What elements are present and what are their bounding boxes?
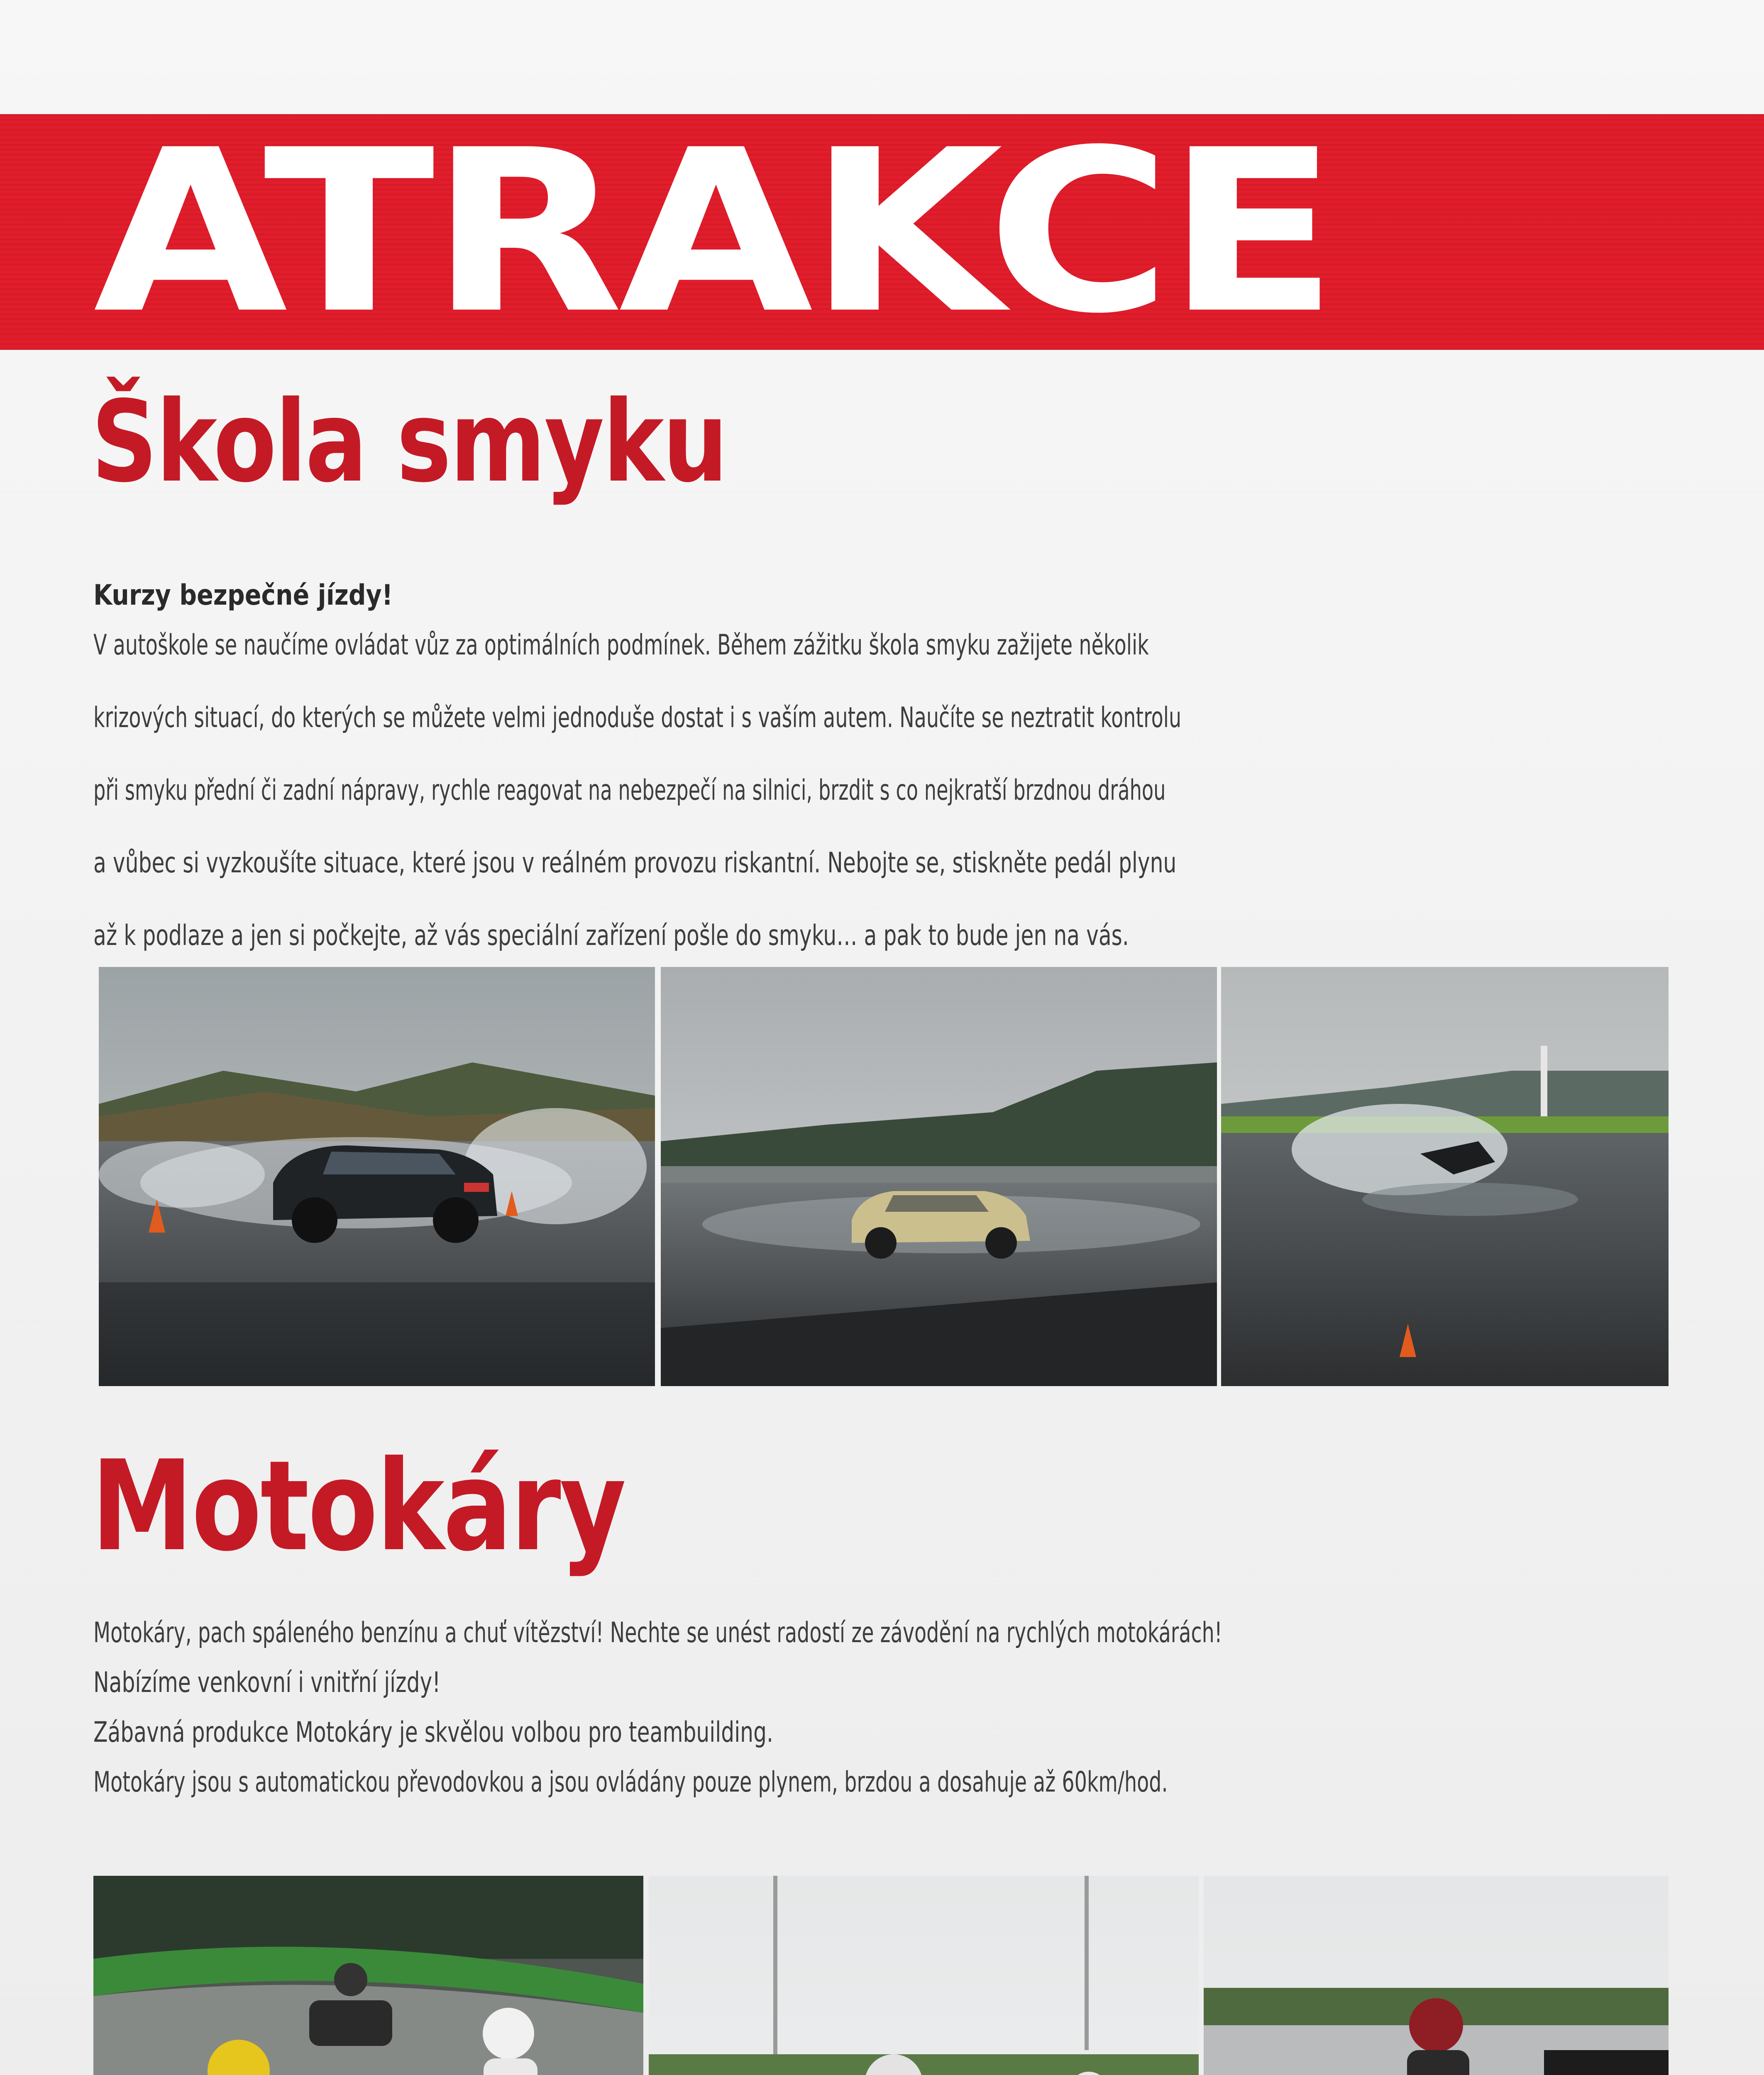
skola-line: V autoškole se naučíme ovládat vůz za optimálních podmínek. Během zážitku škola smyku zažijete několik [93,629,1149,662]
skola-heading: Škola smyku [91,376,727,507]
page-title: ATRAKCE [93,102,1334,363]
moto-line: Zábavná produkce Motokáry je skvělou volbou pro teambuilding. [93,1716,774,1749]
skola-line: krizových situací, do kterých se můžete velmi jednoduše dostat i s vaším autem. Naučíte se neztratit kontrolu [93,701,1182,734]
skola-line: při smyku přední či zadní nápravy, rychle reagovat na nebezpečí na silnici, brzdit s co nejkratší brzdnou dráhou [93,774,1166,807]
skid-car-sprinklers-photo [99,967,655,1386]
moto-heading: Motokáry [91,1434,625,1579]
moto-line: Motokáry, pach spáleného benzínu a chuť vítězství! Nechte se unést radostí ze závodění na rychlých motokárách! [93,1616,1222,1649]
kart-number-three-photo [1204,1876,1669,2075]
outdoor-karting-photo [649,1876,1199,2075]
skola-subtitle: Kurzy bezpečné jízdy! [93,579,393,612]
indoor-karting-photo [93,1876,643,2075]
skid-car-splash-photo [1221,967,1669,1386]
moto-line: Nabízíme venkovní i vnitřní jízdy! [93,1666,441,1699]
skola-line: až k podlaze a jen si počkejte, až vás speciální zařízení pošle do smyku… a pak to bude jen na vás. [93,919,1129,952]
skid-car-track-photo [661,967,1217,1386]
skola-line: a vůbec si vyzkoušíte situace, které jsou v reálném provozu riskantní. Nebojte se, stiskněte pedál plynu [93,847,1177,879]
moto-line: Motokáry jsou s automatickou převodovkou a jsou ovládány pouze plynem, brzdou a dosahuje až 60km/hod. [93,1766,1168,1799]
